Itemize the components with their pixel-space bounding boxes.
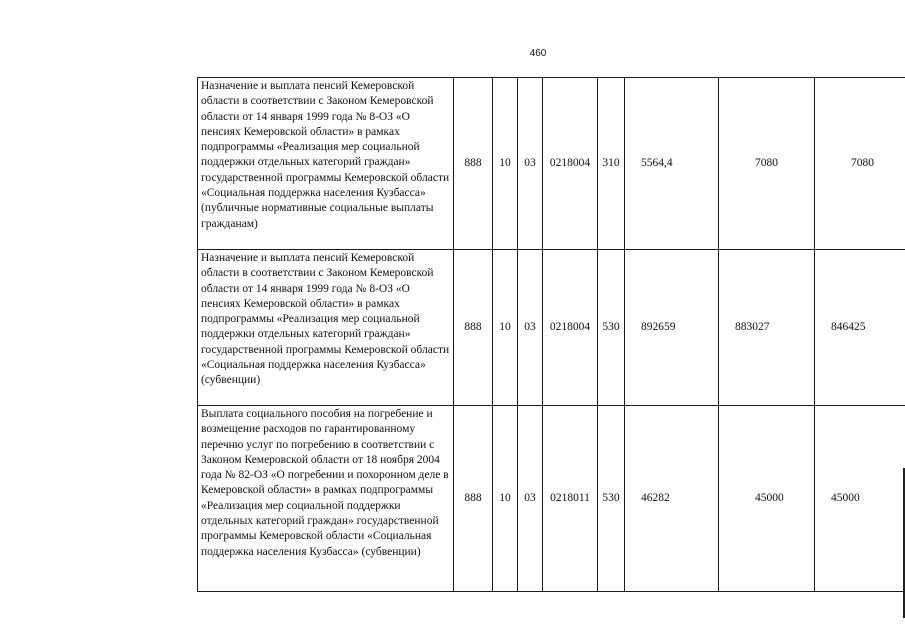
row-description: Выплата социального пособия на погребение и возмещение расходов по гарантированному перечню услуг по погребению в соответствии с Законом Кемеровской области от 18 ноября 2004 года № 82-ОЗ «О погребении и похоронном деле в Кемеровской области» в рамках подпрограммы «Реализация мер социальной поддержки отдельных категорий граждан» государственной программы Кемеровской области «Социальная поддержка населения Кузбасса» (субвенции) (198, 406, 454, 592)
row-description: Назначение и выплата пенсий Кемеровской области в соответствии с Законом Кемеровской области от 14 января 1999 года № 8-ОЗ «О пенсиях Кемеровской области» в рамках подпрограммы «Реализация мер социальной поддержки отдельных категорий граждан» государственной программы Кемеровской области «Социальная поддержка населения Кузбасса» (субвенции) (198, 250, 454, 406)
table-row (198, 250, 905, 406)
expense-type-code: 310 (598, 78, 625, 250)
amount-year-1: 46282 (625, 406, 719, 592)
amount-year-3: 846425 (815, 250, 905, 406)
table-row (198, 406, 905, 592)
section-code: 10 (493, 406, 518, 592)
section-code: 10 (493, 78, 518, 250)
amount-year-2: 883027 (719, 250, 815, 406)
amount-year-1: 892659 (625, 250, 719, 406)
amount-year-3: 45000 (815, 406, 905, 592)
table-row (198, 78, 905, 250)
amount-year-2: 7080 (719, 78, 815, 250)
target-article-code: 0218011 (543, 406, 598, 592)
target-article-code: 0218004 (543, 78, 598, 250)
subsection-code: 03 (518, 250, 543, 406)
page-number: 460 (529, 48, 547, 59)
section-code: 10 (493, 250, 518, 406)
expense-type-code: 530 (598, 250, 625, 406)
amount-year-3: 7080 (815, 78, 905, 250)
ministry-code: 888 (454, 78, 493, 250)
amount-year-2: 45000 (719, 406, 815, 592)
amount-year-1: 5564,4 (625, 78, 719, 250)
budget-table (197, 77, 905, 592)
ministry-code: 888 (454, 406, 493, 592)
ministry-code: 888 (454, 250, 493, 406)
subsection-code: 03 (518, 406, 543, 592)
row-description: Назначение и выплата пенсий Кемеровской области в соответствии с Законом Кемеровской области от 14 января 1999 года № 8-ОЗ «О пенсиях Кемеровской области» в рамках подпрограммы «Реализация мер социальной поддержки отдельных категорий граждан» государственной программы Кемеровской области «Социальная поддержка населения Кузбасса» (публичные нормативные социальные выплаты гражданам) (198, 78, 454, 250)
target-article-code: 0218004 (543, 250, 598, 406)
expense-type-code: 530 (598, 406, 625, 592)
subsection-code: 03 (518, 78, 543, 250)
